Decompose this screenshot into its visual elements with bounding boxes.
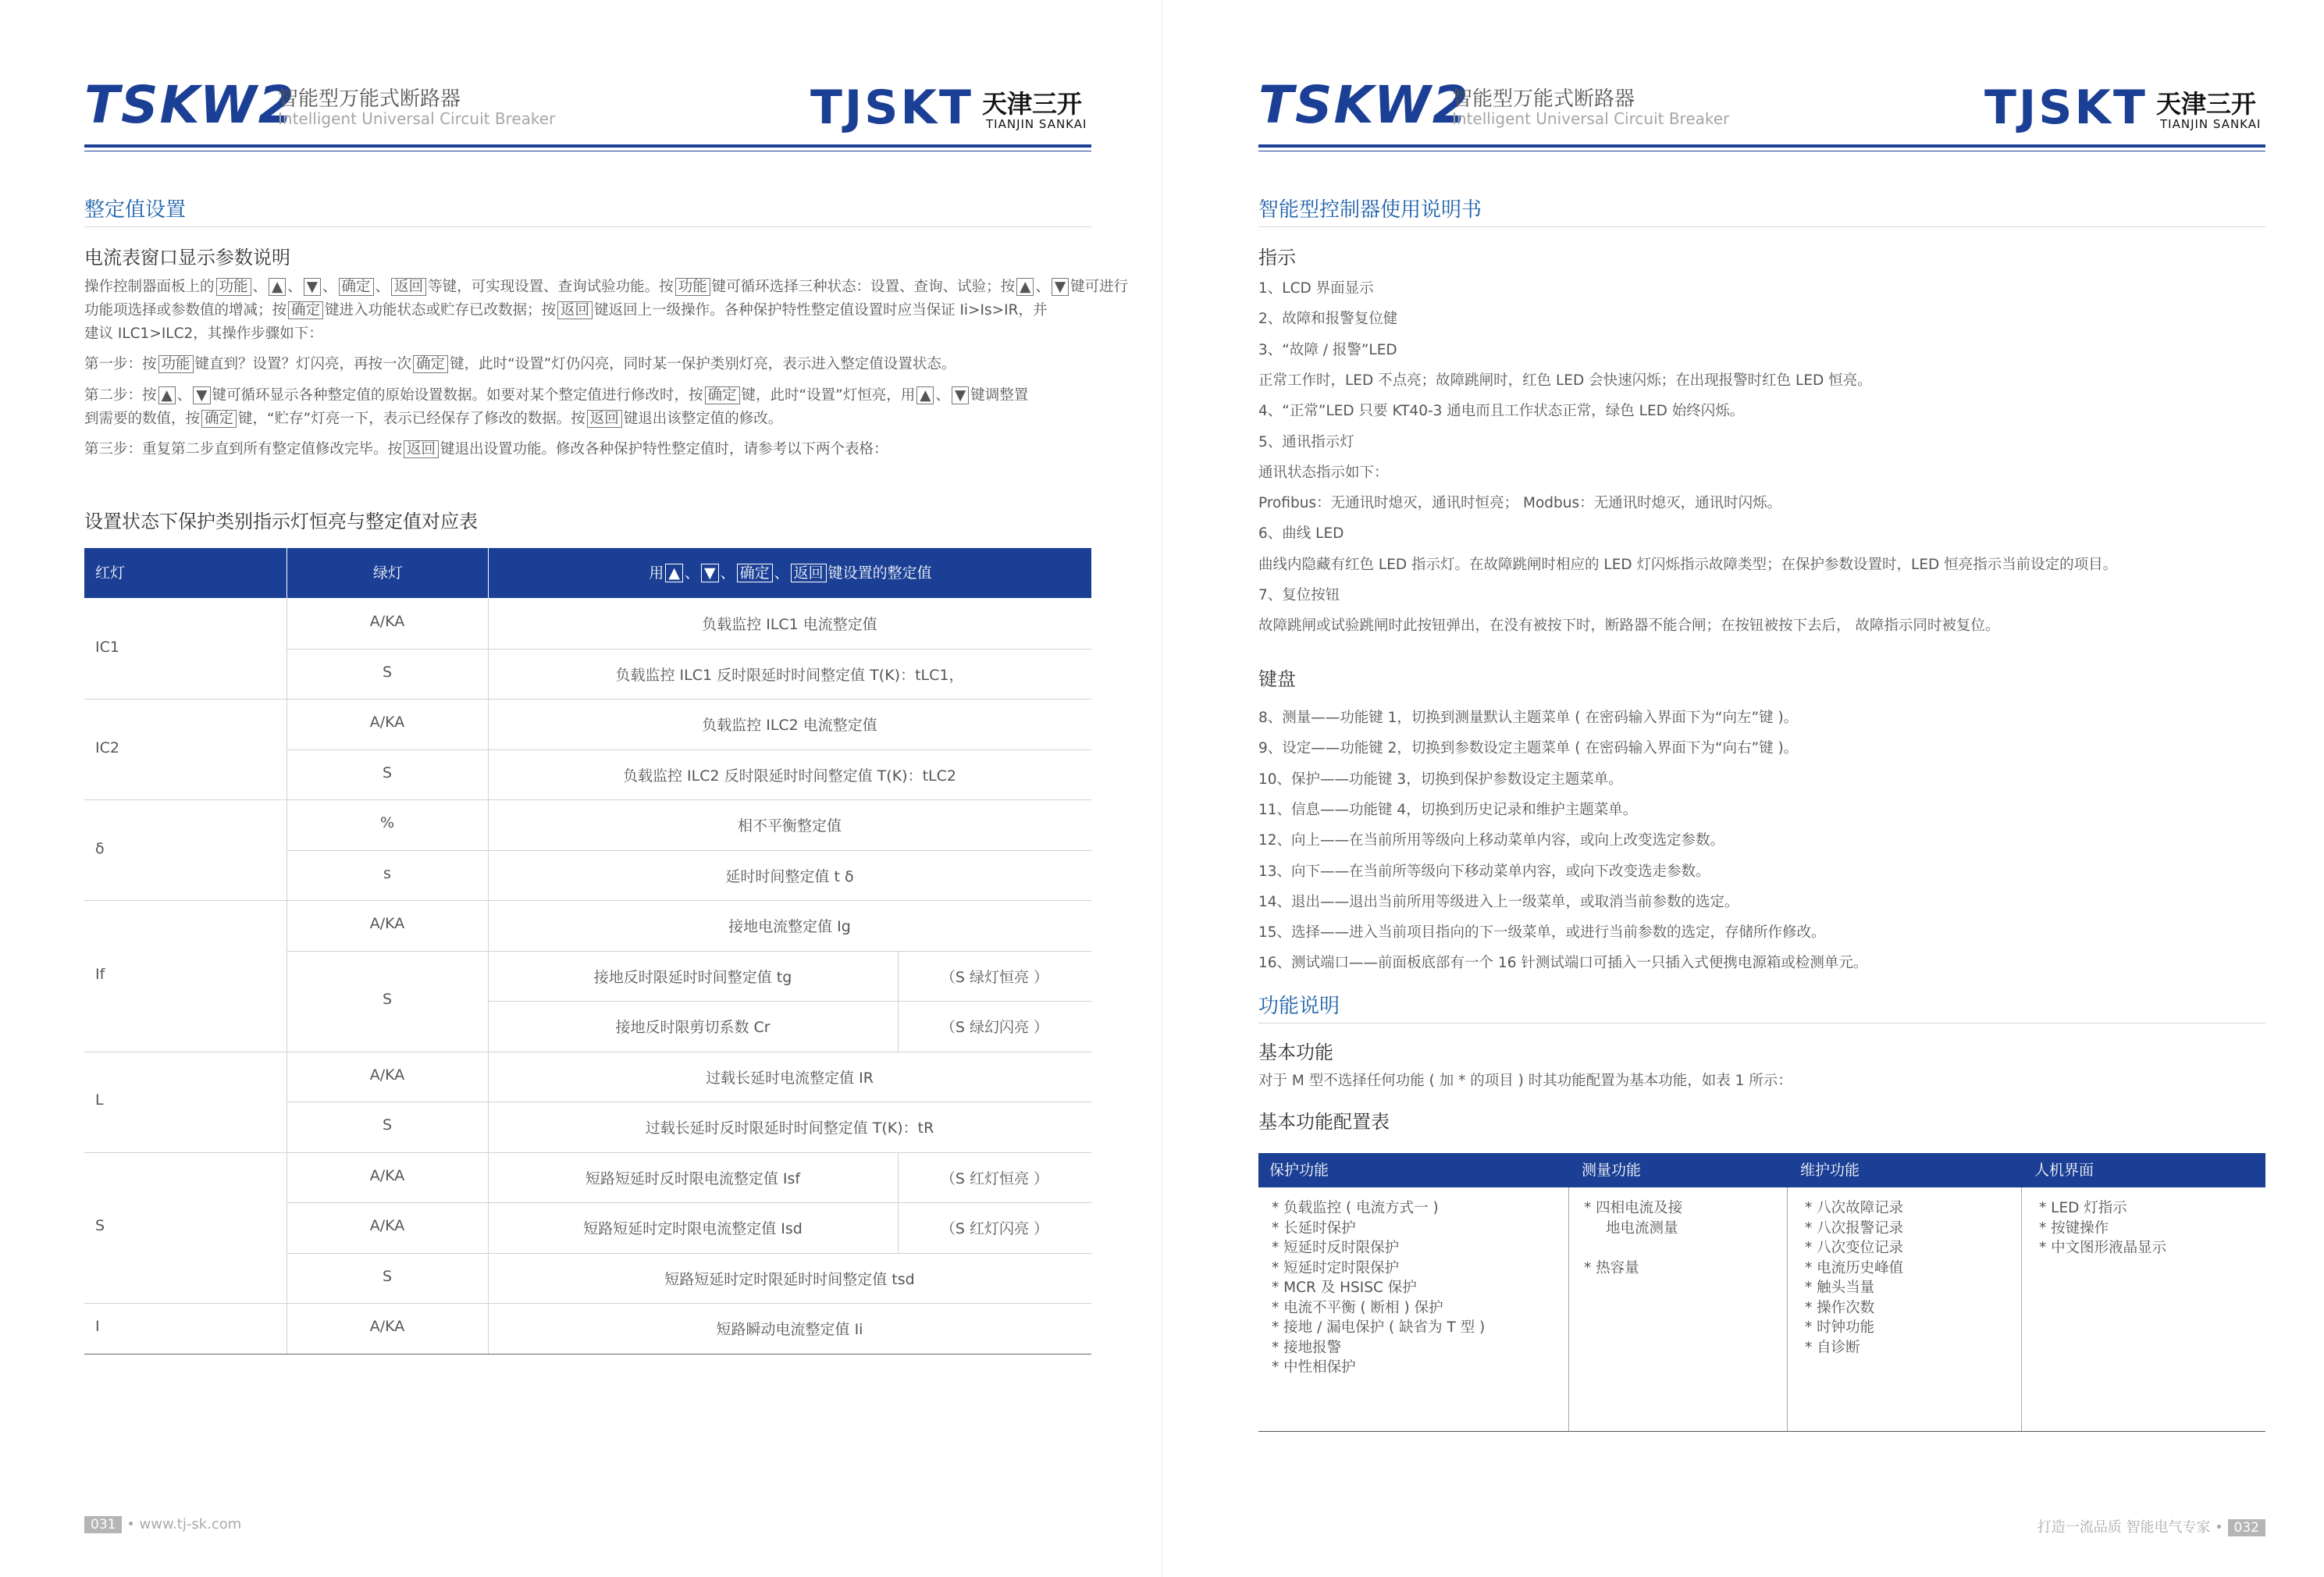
table-row-rule (286, 1202, 1091, 1203)
col-setting-value: 用 ▲ 、 ▼ 、 确定 、 返回 键设置的整定值 (488, 548, 1092, 598)
company-name-cn: 天津三开 (982, 89, 1083, 119)
setting-value: 短路瞬动电流整定值 Ii (716, 1321, 863, 1339)
page-footer: 打造一流品质 智能电气专家 • 032 (2038, 1516, 2265, 1536)
green-light-label: % (379, 814, 395, 832)
indicator-line: 1、LCD 界面显示 (1258, 280, 1374, 297)
basic-function-heading: 基本功能 (1258, 1041, 1333, 1063)
step-2: 第二步：按 ▲ 、 ▼ 键可循环显示各种整定值的原始设置数据。如要对某个整定值进行修改时，按 确定 键，此时“设置”灯恒亮，用 ▲ 、 ▼ 键调整置 (84, 387, 1029, 404)
table-title: 设置状态下保护类别指示灯恒亮与整定值对应表 (84, 511, 478, 532)
hmi-item: * LED 灯指示 (2039, 1200, 2127, 1216)
table-row-rule (286, 749, 1091, 750)
table-row-rule (488, 1001, 1091, 1002)
header-rule (1258, 144, 2265, 148)
green-light-label: S (382, 1116, 393, 1134)
col-protection: 保护功能 (1269, 1162, 1329, 1179)
section-divider (84, 226, 1091, 227)
config-table-title: 基本功能配置表 (1258, 1111, 1390, 1133)
indicator-line: 3、“故障 / 报警”LED (1258, 341, 1397, 358)
table-divider (286, 1152, 287, 1304)
keypad-line: 16、测试端口——前面板底部有一个 16 针测试端口可插入一只插入式便携电源箱或检测单元。 (1258, 955, 1868, 972)
maintenance-item: * 八次报警记录 (1805, 1219, 1904, 1237)
protection-item: * 接地 / 漏电保护 ( 缺省为 T 型 ) (1272, 1319, 1486, 1336)
col-red-light: 红灯 (95, 564, 126, 582)
setting-value: 负载监控 ILC1 电流整定值 (702, 616, 877, 634)
setting-note: （S 红灯闪亮 ） (940, 1220, 1049, 1238)
table-divider (488, 1303, 489, 1354)
settings-table-header (84, 548, 1091, 598)
measurement-item: 地电流测量 (1606, 1219, 1678, 1237)
table-group-rule (84, 699, 1091, 700)
setting-value: 过载长延时反时限延时时间整定值 T(K)：tR (645, 1120, 934, 1137)
keypad-line: 9、设定——功能键 2，切换到参数设定主题菜单 ( 在密码输入界面下为“向右”键 )。 (1258, 740, 1799, 757)
green-light-label: S (382, 764, 393, 781)
brand-title: TSKW2 (1258, 75, 1470, 135)
company-name-cn: 天津三开 (2156, 89, 2257, 119)
company-logo: TJSKT (1984, 80, 2148, 135)
hmi-item: * 按键操作 (2039, 1219, 2109, 1237)
col-measurement: 测量功能 (1582, 1162, 1642, 1179)
table-divider (1568, 1187, 1569, 1431)
col-maintenance: 维护功能 (1800, 1162, 1860, 1179)
setting-note: （S 红灯恒亮 ） (940, 1169, 1049, 1187)
maintenance-item: * 时钟功能 (1805, 1319, 1875, 1336)
measurement-item: * 四相电流及接 (1584, 1200, 1683, 1216)
table-divider (898, 1001, 899, 1052)
setting-value: 延时时间整定值 t δ (725, 867, 854, 885)
protection-item: * 接地报警 (1272, 1339, 1342, 1356)
keypad-line: 11、信息——功能键 4，切换到历史记录和维护主题菜单。 (1258, 801, 1638, 818)
red-light-label: I (95, 1318, 100, 1336)
setting-value: 相不平衡整定值 (737, 817, 842, 835)
maintenance-item: * 电流历史峰值 (1805, 1259, 1904, 1276)
table-divider (286, 1052, 287, 1152)
section-title: 整定值设置 (84, 198, 187, 222)
table-divider (2021, 1187, 2022, 1431)
function-table-header (1258, 1153, 2265, 1187)
table-divider (898, 1152, 899, 1203)
protection-item: * MCR 及 HSISC 保护 (1272, 1280, 1417, 1296)
header-rule (84, 144, 1091, 148)
setting-value: 短路短延时定时限延时时间整定值 tsd (664, 1270, 915, 1288)
table-divider (488, 900, 489, 1052)
table-row-rule (286, 951, 1091, 952)
company-name-en: TIANJIN SANKAI (2160, 117, 2262, 131)
table-divider (1787, 1187, 1788, 1431)
indicator-line: 4、“正常”LED 只要 KT40-3 通电而且工作状态正常，绿色 LED 始终闪烁。 (1258, 403, 1745, 420)
setting-value: 接地电流整定值 Ig (728, 918, 851, 936)
green-light-label: A/KA (369, 613, 405, 631)
red-light-label: IC1 (95, 638, 119, 656)
paragraph-line: 操作控制器面板上的 功能 、 ▲ 、 ▼ 、 确定 、 返回 等键，可实现设置、查询试验功能。按 功能 键可循环选择三种状态：设置、查询、试验；按 ▲ 、 ▼ 键可进行 (84, 279, 1129, 295)
keypad-line: 15、选择——进入当前项目指向的下一级菜单，或进行当前参数的选定，存储所作修改。 (1258, 924, 1826, 942)
indicator-heading: 指示 (1258, 247, 1296, 269)
product-title-cn: 智能型万能式断路器 (278, 87, 461, 111)
table-divider (488, 1052, 489, 1152)
col-hmi: 人机界面 (2034, 1162, 2094, 1179)
table-bottom-rule (1258, 1431, 2265, 1432)
indicator-line: Profibus：无通讯时熄灭，通讯时恒亮； Modbus：无通讯时熄灭，通讯时闪烁。 (1258, 495, 1782, 512)
company-name-en: TIANJIN SANKAI (986, 117, 1087, 131)
maintenance-item: * 操作次数 (1805, 1299, 1875, 1316)
setting-value: 短路短延时反时限电流整定值 Isf (585, 1169, 801, 1187)
red-light-label: IC2 (95, 739, 119, 756)
page-header (84, 75, 1091, 148)
indicator-line: 正常工作时，LED 不点亮；故障跳闸时，红色 LED 会快速闪烁；在出现报警时红色 LED 恒亮。 (1258, 372, 1872, 389)
green-light-label: A/KA (369, 714, 405, 732)
function-section-title: 功能说明 (1258, 995, 1340, 1018)
measurement-item: * 热容量 (1584, 1259, 1639, 1276)
keypad-line: 13、向下——在当前所等级向下移动菜单内容，或向下改变选走参数。 (1258, 863, 1710, 880)
table-divider (488, 1152, 489, 1304)
keypad-heading: 键盘 (1258, 668, 1296, 690)
table-row-rule (286, 850, 1091, 851)
setting-note: （S 绿灯恒亮 ） (940, 968, 1049, 986)
table-divider (286, 799, 287, 900)
table-divider (488, 598, 489, 699)
maintenance-item: * 八次变位记录 (1805, 1240, 1904, 1256)
table-group-rule (84, 1303, 1091, 1304)
setting-value: 接地反时限延时时间整定值 tg (593, 968, 792, 986)
green-light-label: S (382, 1267, 393, 1285)
col-green-light: 绿灯 (286, 548, 489, 598)
green-light-label: S (382, 663, 393, 681)
green-light-label: A/KA (369, 1066, 405, 1084)
setting-value: 接地反时限剪切系数 Cr (615, 1019, 771, 1037)
red-light-label: If (95, 965, 105, 983)
red-light-label: δ (95, 839, 105, 857)
maintenance-item: * 自诊断 (1805, 1339, 1860, 1356)
company-logo: TJSKT (810, 80, 973, 135)
page-footer: 031 • www.tj-sk.com (84, 1516, 241, 1533)
protection-item: * 负载监控 ( 电流方式一 ) (1272, 1200, 1439, 1216)
table-row-rule (286, 649, 1091, 650)
keypad-line: 8、测量——功能键 1，切换到测量默认主题菜单 ( 在密码输入界面下为“向左”键 )。 (1258, 710, 1799, 726)
green-light-label: S (382, 991, 393, 1008)
product-title-en: Intelligent Universal Circuit Breaker (278, 109, 556, 128)
table-divider (898, 1202, 899, 1253)
green-light-label: A/KA (369, 1217, 405, 1235)
protection-item: * 电流不平衡 ( 断相 ) 保护 (1272, 1299, 1443, 1316)
green-light-label: A/KA (369, 1318, 405, 1336)
keypad-line: 12、向上——在当前所用等级向上移动菜单内容，或向上改变选定参数。 (1258, 832, 1725, 849)
table-divider (286, 900, 287, 1052)
product-title-cn: 智能型万能式断路器 (1452, 87, 1635, 111)
indicator-line: 曲线内隐藏有红色 LED 指示灯。在故障跳闸时相应的 LED 灯闪烁指示故障类型；在保护参数设置时，LED 恒亮指示当前设定的项目。 (1258, 556, 2118, 573)
indicator-line: 通讯状态指示如下： (1258, 464, 1389, 481)
step-3: 第三步：重复第二步直到所有整定值修改完毕。按 返回 键退出设置功能。修改各种保护特性整定值时，请参考以下两个表格： (84, 441, 888, 457)
indicator-line: 故障跳闸或试验跳闸时此按钮弹出，在没有被按下时，断路器不能合闸；在按钮被按下去后， 故障指示同时被复位。 (1258, 618, 2000, 635)
maintenance-item: * 触头当量 (1805, 1280, 1875, 1296)
step-1: 第一步：按 功能 键直到？设置？灯闪亮，再按一次 确定 键，此时“设置”灯仍闪亮，同时某一保护类别灯亮，表示进入整定值设置状态。 (84, 356, 956, 372)
table-group-rule (84, 799, 1091, 800)
protection-item: * 短延时反时限保护 (1272, 1240, 1400, 1256)
indicator-line: 2、故障和报警复位健 (1258, 311, 1398, 328)
right-page (1162, 0, 2324, 1577)
maintenance-item: * 八次故障记录 (1805, 1200, 1904, 1216)
red-light-label: L (95, 1091, 104, 1109)
table-row-rule (286, 1253, 1091, 1254)
basic-function-text: 对于 M 型不选择任何功能 ( 加 * 的项目 ) 时其功能配置为基本功能，如表 1 所示： (1258, 1073, 1792, 1089)
setting-value: 负载监控 ILC1 反时限延时时间整定值 T(K)：tLC1， (615, 666, 964, 684)
green-light-label: A/KA (369, 1166, 405, 1184)
paragraph-line: 建议 ILC1>ILC2，其操作步骤如下： (84, 326, 323, 342)
setting-value: 过载长延时电流整定值 IR (706, 1069, 874, 1087)
table-divider (286, 1303, 287, 1354)
indicator-line: 5、通讯指示灯 (1258, 433, 1354, 450)
setting-note: （S 绿幻闪亮 ） (940, 1019, 1049, 1037)
page-header (1258, 75, 2265, 148)
table-group-rule (84, 900, 1091, 901)
brand-title: TSKW2 (84, 75, 296, 135)
green-light-label: s (383, 864, 391, 882)
red-light-label: S (95, 1217, 105, 1235)
keypad-line: 14、退出——退出当前所用等级进入上一级菜单，或取消当前参数的选定。 (1258, 893, 1739, 910)
section-title: 智能型控制器使用说明书 (1258, 198, 1482, 222)
setting-value: 负载监控 ILC2 反时限延时时间整定值 T(K)：tLC2 (623, 767, 956, 785)
step-2-cont: 到需要的数值，按 确定 键，“贮存”灯亮一下，表示已经保存了修改的数据。按 返回 键退出该整定值的修改。 (84, 411, 783, 427)
indicator-line: 6、曲线 LED (1258, 525, 1344, 543)
section-divider (1258, 226, 2265, 227)
green-light-label: A/KA (369, 915, 405, 933)
protection-item: * 中性相保护 (1272, 1359, 1356, 1376)
indicator-line: 7、复位按钮 (1258, 587, 1340, 603)
table-divider (488, 799, 489, 900)
table-group-rule (84, 1152, 1091, 1153)
table-divider (286, 598, 287, 699)
table-group-rule (84, 1354, 1091, 1355)
product-title-en: Intelligent Universal Circuit Breaker (1452, 109, 1730, 128)
setting-value: 短路短延时定时限电流整定值 Isd (583, 1220, 803, 1238)
table-divider (488, 699, 489, 799)
protection-item: * 短延时定时限保护 (1272, 1259, 1400, 1276)
subheading: 电流表窗口显示参数说明 (84, 247, 290, 269)
hmi-item: * 中文图形液晶显示 (2039, 1240, 2167, 1256)
paragraph-line: 功能项选择或参数值的增减；按 确定 键进入功能状态或贮存已改数据；按 返回 键返回上一级操作。各种保护特性整定值设置时应当保证 Ii>Is>IR，并 (84, 302, 1048, 319)
setting-value: 负载监控 ILC2 电流整定值 (702, 717, 877, 735)
table-divider (898, 951, 899, 1002)
protection-item: * 长延时保护 (1272, 1219, 1356, 1237)
keypad-line: 10、保护——功能键 3，切换到保护参数设定主题菜单。 (1258, 771, 1623, 788)
table-divider (286, 699, 287, 799)
